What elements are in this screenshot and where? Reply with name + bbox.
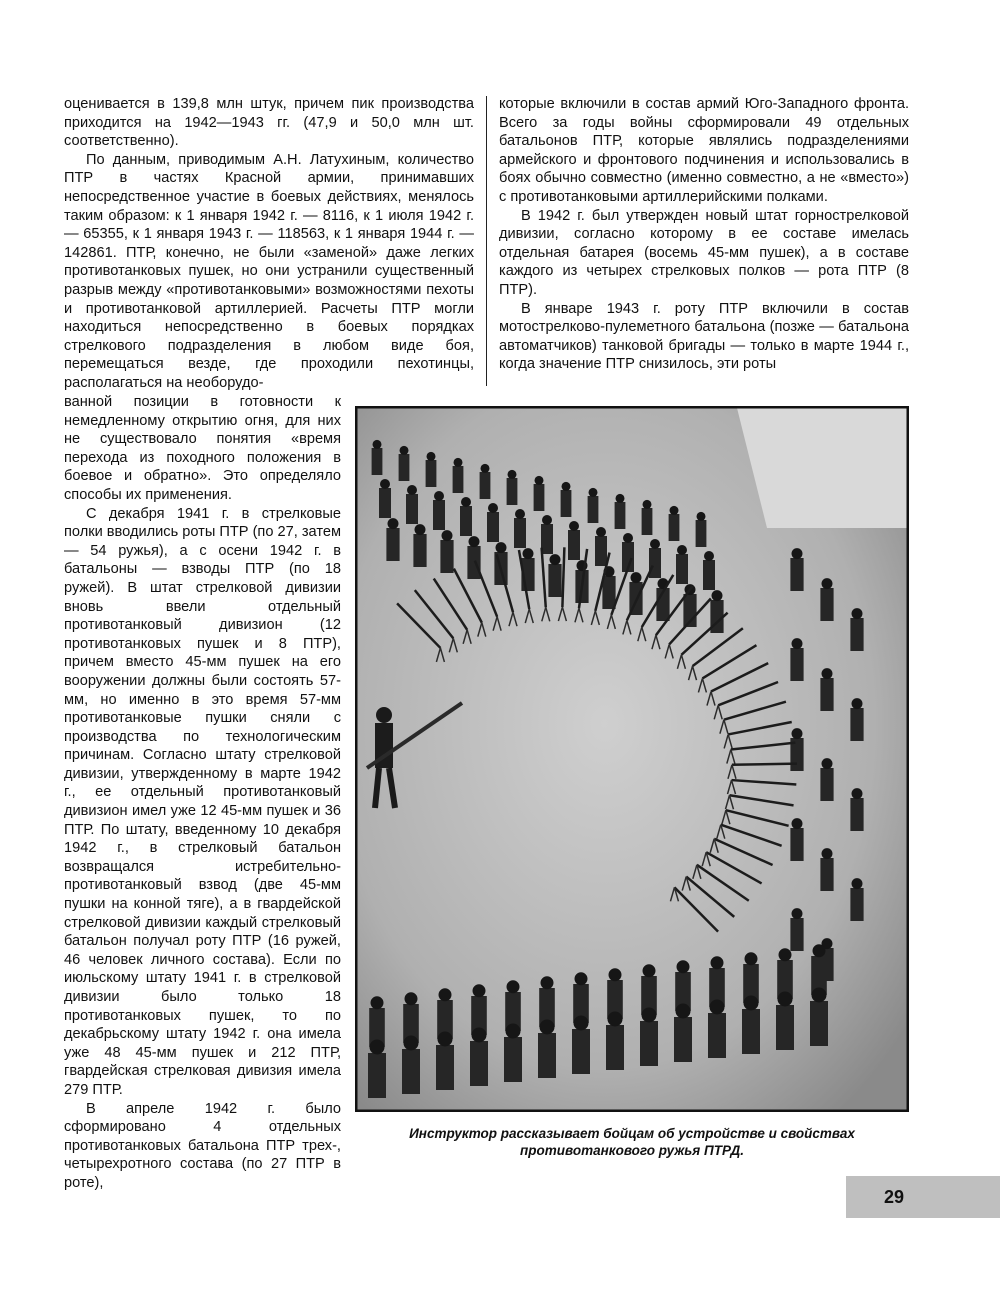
soldier-figure [507, 470, 518, 505]
left-column-narrow [64, 393, 341, 1193]
soldier-figure [820, 578, 833, 621]
soldier-figure [820, 848, 833, 891]
photo-caption: Инструктор рассказывает бойцам об устройстве и свойствах противотанкового ружья ПТРД. [409, 1126, 855, 1158]
soldier-figure [615, 494, 626, 529]
soldier-figure [534, 476, 545, 511]
paragraph: ванной позиции в готовности к немедленному открытию огня, для них не существовало понятия «время перехода из походного положения в боевое и обратно». Это определяло способы их применения. [64, 394, 341, 503]
soldier-figure [470, 1028, 488, 1087]
soldier-figure [440, 530, 453, 573]
soldier-figure [437, 988, 453, 1039]
soldier-figure [504, 1024, 522, 1083]
soldier-figure [790, 548, 803, 591]
soldier-figure [460, 497, 472, 536]
soldier-figure [403, 992, 419, 1043]
soldier-figure [607, 968, 623, 1019]
paragraph: В январе 1943 г. роту ПТР включили в состав мотострелково-пулеметного батальона (позже — батальона автоматчиков) танковой бригады — только в марте 1944 г., когда значение ПТР снизилось, эти роты [499, 300, 909, 373]
soldier-figure [548, 554, 561, 597]
soldier-figure [742, 996, 760, 1055]
soldier-figure [850, 698, 863, 741]
soldier-figure [669, 506, 680, 541]
soldier-figure [595, 527, 607, 566]
soldier-figure [850, 608, 863, 651]
soldier-figure [386, 518, 399, 561]
soldier-figure [820, 758, 833, 801]
soldier-figure [674, 1004, 692, 1063]
soldier-figure [776, 992, 794, 1051]
soldier-figure [811, 944, 827, 995]
soldier-figure [372, 440, 383, 475]
soldier-figure [406, 485, 418, 524]
soldier-figure [538, 1020, 556, 1079]
soldier-figure [379, 479, 391, 518]
paragraph: С декабря 1941 г. в стрелковые полки вводились роты ПТР (по 27, затем — 54 ружья), а с осени 1942 г. в батальоны — взводы ПТР (по 18 ружей). В штат стрелковой дивизии вновь ввели отдельный противотанковый дивизион (12 противотанковых пушек и 8 ПТР), причем вместо 45-мм пушек на его вооружении должны были состоять 57-мм, но именно в это время 57-мм противотанковые пушки сняли с производства по технологическим причинам. Согласно штату стрелковой дивизии, утвержденному в марте 1942 г., ее отдельный противотанковый дивизион имел уже 12 45-мм пушек и 36 ПТР. По штату, введенному 10 декабря 1942 г., в стрелковый батальон возвращался истребительно-противотанковый взвод (две 45-мм пушки на конной тяге), а в гвардейской стрелковой дивизии каждый стрелковый батальон получал роту ПТР (16 ружей, 46 человек личного состава). Если по июльскому штату 1941 г. в стрелковой дивизии было только 18 противотанковых пушек, то по декабрьскому штату 1942 г. она имела уже 48 45-мм пушек и 212 ПТР, гвардейская стрелковая дивизия имела 279 ПТР. [64, 505, 341, 1098]
soldier-figure [480, 464, 491, 499]
soldier-figure [850, 788, 863, 831]
soldier-figure [708, 1000, 726, 1059]
soldier-figure [810, 988, 828, 1047]
soldier-figure [588, 488, 599, 523]
soldier-figure [850, 878, 863, 921]
soldier-figure [471, 984, 487, 1035]
soldier-figure [561, 482, 572, 517]
soldier-figure [743, 952, 759, 1003]
historical-photo [355, 406, 909, 1112]
soldier-figure [676, 545, 688, 584]
soldier-figure [514, 509, 526, 548]
soldier-figure [606, 1012, 624, 1071]
soldier-figure [709, 956, 725, 1007]
paragraph: В апреле 1942 г. было сформировано 4 отдельных противотанковых батальона ПТР трех-, четырехротного состава (по 27 ПТР в роте), [64, 1100, 341, 1191]
soldier-figure [820, 668, 833, 711]
paragraph: По данным, приводимым А.Н. Латухиным, количество ПТР в частях Красной армии, принимавших непосредственное участие в боевых действиях, менялось таким образом: к 1 января 1942 г. — 8116, к 1 июля 1942 г. — 65355, к 1 января 1943 г. — 118563, к 1 января 1944 г. — 142861. ПТР, конечно, не были «заменой» даже легких противотанковых пушек, но они устранили существенный разрыв между «противотанковыми» возможностями пехоты и противотанковой артиллерией. Расчеты ПТР могли находиться непосредственно в боевых порядках стрелкового подразделения в любом виде боя, перемещаться везде, где проходили пехотинцы, располагаться на необорудо- [64, 151, 474, 391]
soldier-figure [568, 521, 580, 560]
soldier-figure [487, 503, 499, 542]
page-number-box [846, 1176, 1000, 1218]
soldier-figure [573, 972, 589, 1023]
soldier-figure [675, 960, 691, 1011]
soldier-figure [641, 964, 657, 1015]
right-column-top [499, 95, 909, 374]
soldier-figure [790, 908, 803, 951]
soldier-figure [436, 1032, 454, 1091]
soldier-figure [572, 1016, 590, 1075]
paragraph: В 1942 г. был утвержден новый штат горнострелковой дивизии, согласно которому в ее составе имелась отдельная батарея (восемь 45-мм пушек), а в составе каждого из четырех стрелковых полков — рота ПТР (8 ПТР). [499, 207, 909, 298]
soldier-figure [790, 638, 803, 681]
soldier-figure [453, 458, 464, 493]
soldier-figure [368, 1040, 386, 1099]
soldier-figure [426, 452, 437, 487]
soldier-figure [642, 500, 653, 535]
photo-illustration [357, 408, 907, 1110]
soldier-figure [640, 1008, 658, 1067]
soldier-figure [494, 542, 507, 585]
soldier-figure [777, 948, 793, 999]
soldier-figure [790, 818, 803, 861]
soldier-figure [399, 446, 410, 481]
soldier-figure [433, 491, 445, 530]
soldier-figure [402, 1036, 420, 1095]
soldier-figure [696, 512, 707, 547]
soldier-figure [413, 524, 426, 567]
page-number: 29 [883, 1187, 905, 1207]
soldier-figure [369, 996, 385, 1047]
column-divider [486, 96, 487, 386]
paragraph: которые включили в состав армий Юго-Западного фронта. Всего за годы войны сформировали 49 отдельных батальонов ПТР, которые являлись подразделениями армейского и фронтового подчинения и использовались в боях обычно совместно (именно совместно, а не «вместо») с противотанковыми артиллерийскими полками. [499, 96, 909, 205]
soldier-figure [505, 980, 521, 1031]
paragraph: оценивается в 139,8 млн штук, причем пик производства приходится на 1942—1943 гг. (47,9 и 50,0 млн шт. соответственно). [64, 96, 474, 150]
soldier-figure [703, 551, 715, 590]
soldier-figure [539, 976, 555, 1027]
left-column-top [64, 95, 474, 393]
